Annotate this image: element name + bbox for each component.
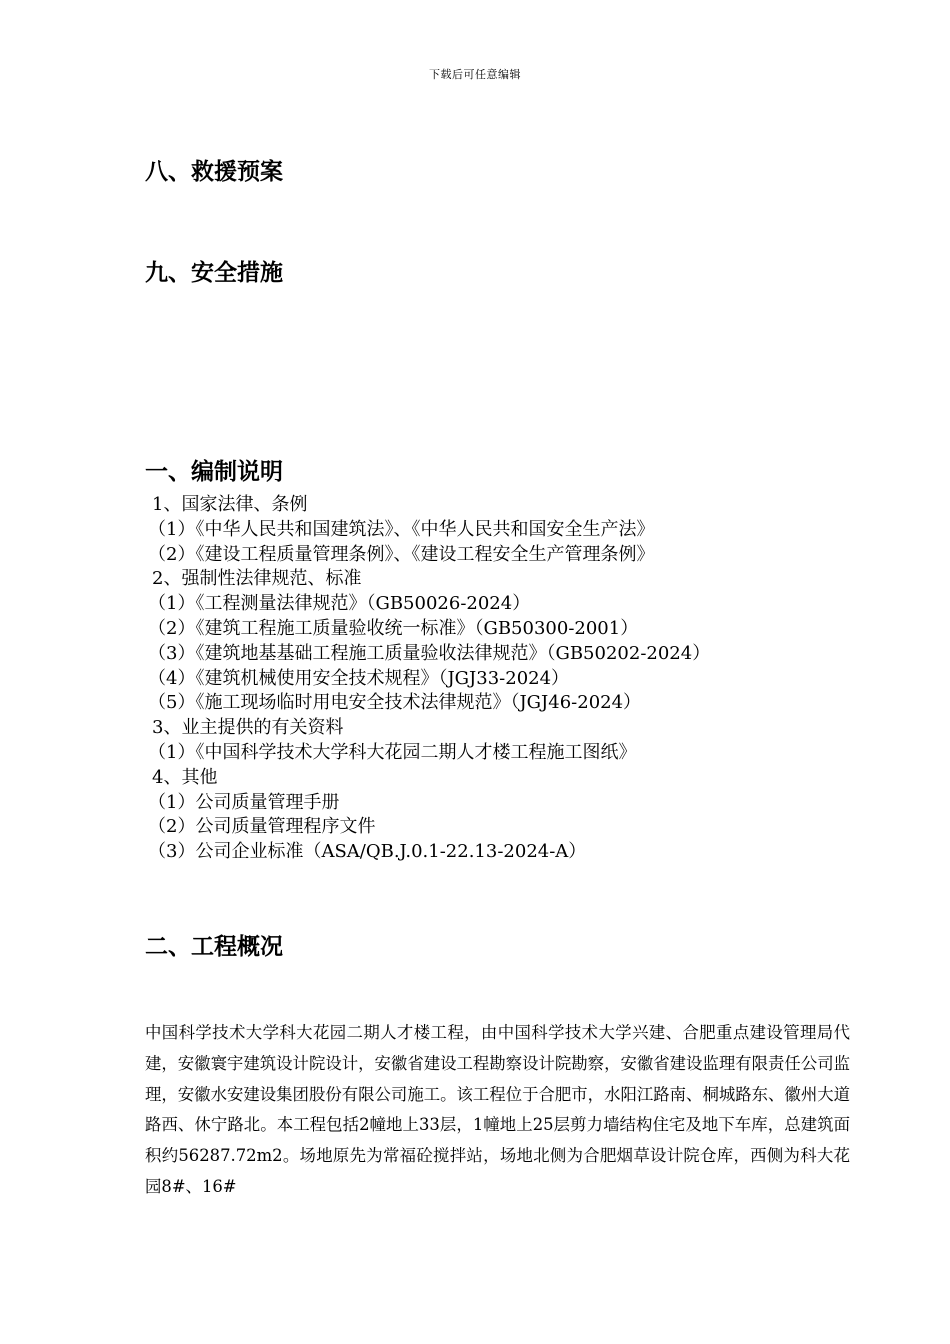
section-heading-rescue: 八、救援预案 bbox=[145, 159, 283, 185]
section-heading-compile: 一、编制说明 bbox=[145, 459, 283, 485]
list-item: （1）《中华人民共和国建筑法》、《中华人民共和国安全生产法》 bbox=[148, 518, 655, 540]
list-item: 1、国家法律、条例 bbox=[152, 494, 308, 515]
list-item: 3、业主提供的有关资料 bbox=[152, 717, 344, 739]
list-item: （2）《建筑工程施工质量验收统一标准》（GB50300-2001） bbox=[148, 617, 639, 639]
list-item: （3）公司企业标准（ASA/QB.J.0.1-22.13-2024-A） bbox=[148, 841, 587, 863]
list-item: （1）公司质量管理手册 bbox=[148, 791, 340, 813]
compile-list bbox=[148, 493, 711, 865]
overview-paragraph: 中国科学技术大学科大花园二期人才楼工程，由中国科学技术大学兴建、合肥重点建设管理局代建，安徽寰宇建筑设计院设计，安徽省建设工程勘察设计院勘察，安徽省建设监理有限责任公司监理，安徽水安建设集团股份有限公司施工。该工程位于合肥市，水阳江路南、桐城路东、徽州大道路西、休宁路北。本工程包括2幢地上33层，1幢地上25层剪力墙结构住宅及地下车库，总建筑面积约56287.72m2。场地原先为常福砼搅拌站，场地北侧为合肥烟草设计院仓库，西侧为科大花园8#、16# bbox=[145, 1023, 850, 1196]
section-heading-overview: 二、工程概况 bbox=[145, 934, 283, 960]
list-item: （1）《中国科学技术大学科大花园二期人才楼工程施工图纸》 bbox=[148, 741, 637, 763]
list-item: （4）《建筑机械使用安全技术规程》（JGJ33-2024） bbox=[148, 667, 570, 689]
section-heading-safety: 九、安全措施 bbox=[145, 260, 283, 286]
list-item: （2）《建设工程质量管理条例》、《建设工程安全生产管理条例》 bbox=[148, 543, 655, 565]
list-item: 4、其他 bbox=[152, 766, 218, 788]
page-header: 下载后可任意编辑 bbox=[429, 68, 521, 81]
list-item: （1）《工程测量法律规范》（GB50026-2024） bbox=[148, 593, 531, 615]
list-item: （3）《建筑地基基础工程施工质量验收法律规范》（GB50202-2024） bbox=[148, 642, 711, 664]
list-item: （2）公司质量管理程序文件 bbox=[148, 816, 376, 838]
list-item: （5）《施工现场临时用电安全技术法律规范》（JGJ46-2024） bbox=[148, 692, 642, 714]
list-item: 2、强制性法律规范、标准 bbox=[152, 568, 362, 590]
